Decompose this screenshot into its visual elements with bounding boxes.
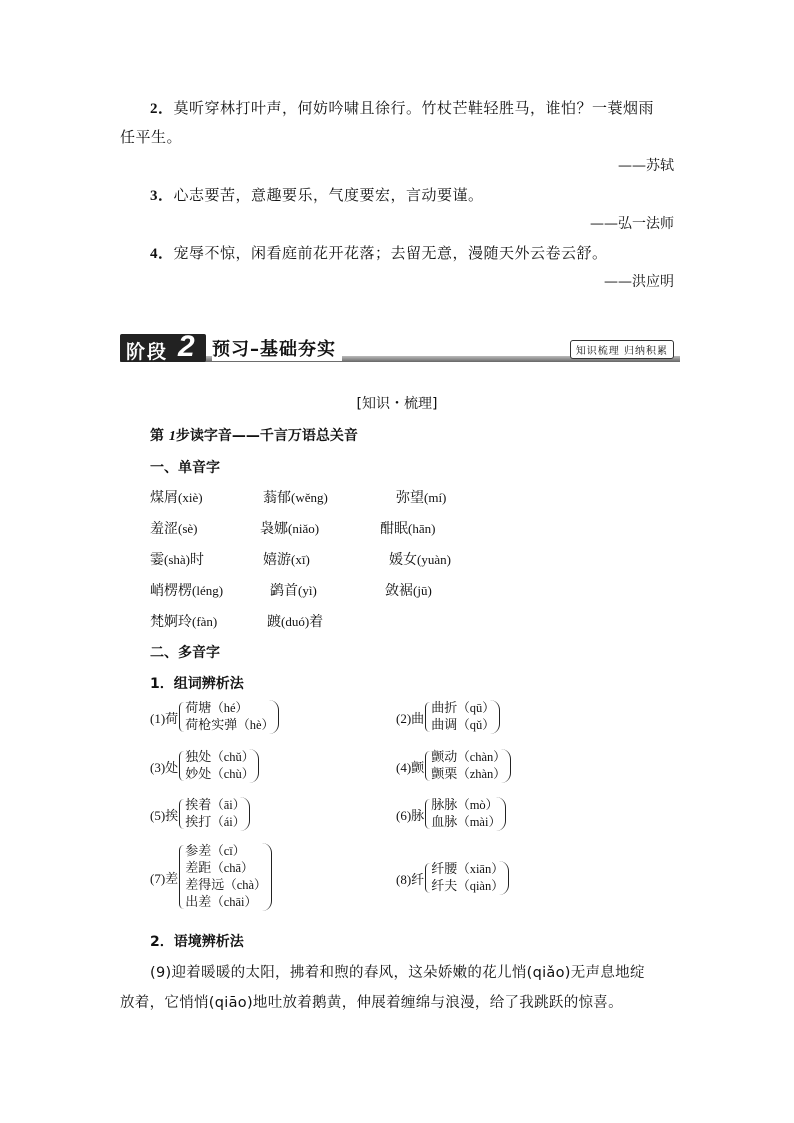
context-paragraph: (9)迎着暖暖的太阳，拂着和煦的春风，这朵娇嫩的花儿悄(qiǎo)无声息地绽 放着，它悄悄(qiāo)地吐放着鹅黄，伸展着缠绵与浪漫，给了我跳跃的惊喜。 [120, 965, 645, 1011]
poly-group-4: (4)颤 颤动（chàn） 颤栗（zhàn） [396, 749, 511, 783]
list-item: 酣眠(hān) [380, 521, 436, 537]
list-item: 袅娜(niǎo) [260, 521, 320, 537]
poly-group-2: (2)曲 曲折（qū） 曲调（qǔ） [396, 700, 500, 734]
list-item: 媛女(yuàn) [389, 552, 451, 568]
quote-3-author: ——弘一法师 [590, 216, 674, 232]
method1-heading: 1．组词辨析法 [150, 676, 244, 692]
poly-group-7: (7)差 参差（cī） 差距（chā） 差得远（chà） 出差（chāi） [150, 843, 272, 911]
list-item: 羞涩(sè) [150, 521, 198, 537]
banner-title: 预习–基础夯实 [212, 335, 342, 361]
list-item: 峭楞楞(léng) [150, 583, 224, 599]
list-item: 敛裾(jū) [385, 583, 432, 599]
quote-2-author: ——苏轼 [618, 158, 674, 174]
poly-group-3: (3)处 独处（chǔ） 妙处（chù） [150, 749, 259, 783]
single-char-heading: 一、单音字 [150, 460, 220, 476]
section-title: [知识・梳理] [356, 396, 438, 412]
quote-3: 3．心志要苦，意趣要乐，气度要宏，言动要谨。 [150, 186, 484, 204]
list-item: 鹢首(yì) [270, 583, 317, 599]
stage-badge: 阶段 2 [120, 334, 206, 362]
poly-group-8: (8)纤 纤腰（xiān） 纤夫（qiàn） [396, 861, 509, 895]
list-item: 踱(duó)着 [267, 614, 324, 630]
list-item: 煤屑(xiè) [150, 490, 203, 506]
list-item: 嬉游(xī) [263, 552, 310, 568]
list-item: 霎(shà)时 [150, 552, 204, 568]
poly-group-5: (5)挨 挨着（āi） 挨打（ái） [150, 797, 250, 831]
poly-group-1: (1)荷 荷塘（hé） 荷枪实弹（hè） [150, 700, 279, 734]
poly-group-6: (6)脉 脉脉（mò） 血脉（mài） [396, 797, 506, 831]
stage-banner [120, 330, 680, 364]
list-item: 梵婀玲(fàn) [150, 614, 218, 630]
quote-4-author: ——洪应明 [604, 274, 674, 290]
quote-2-cont: 任平生。 [120, 128, 183, 146]
method2-heading: 2．语境辨析法 [150, 934, 244, 950]
banner-tag: 知识梳理 归纳积累 [570, 340, 674, 359]
quote-4: 4．宠辱不惊，闲看庭前花开花落；去留无意，漫随天外云卷云舒。 [150, 244, 608, 262]
list-item: 蓊郁(wěng) [263, 490, 328, 506]
list-item: 弥望(mí) [396, 490, 447, 506]
multi-char-heading: 二、多音字 [150, 645, 220, 661]
step1-heading: 第 1步读字音——千言万语总关音 [150, 428, 358, 444]
quote-2: 2．莫听穿林打叶声，何妨吟啸且徐行。竹杖芒鞋轻胜马，谁怕？一蓑烟雨 [150, 99, 655, 117]
